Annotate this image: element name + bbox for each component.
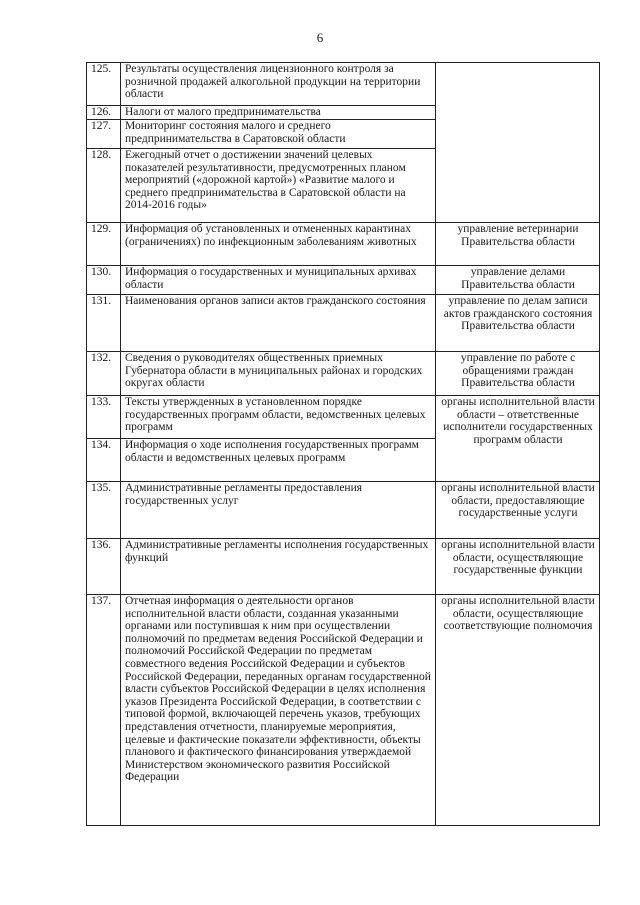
row-description: Административные регламенты исполнения государственных функций <box>121 539 436 595</box>
row-description: Налоги от малого предпринимательства <box>121 106 436 120</box>
row-description: Результаты осуществления лицензионного контроля за розничной продажей алкогольной продукции на территории области <box>121 63 436 106</box>
row-number: 125. <box>87 63 121 106</box>
table-row <box>87 482 600 539</box>
row-number: 135. <box>87 482 121 539</box>
table-row <box>87 595 600 826</box>
row-responsible-body: управление делами Правительства области <box>436 266 600 295</box>
row-description: Административные регламенты предоставления государственных услуг <box>121 482 436 539</box>
row-number: 129. <box>87 223 121 266</box>
row-number: 131. <box>87 295 121 352</box>
row-responsible-body: управление по делам записи актов гражданского состояния Правительства области <box>436 295 600 352</box>
row-description: Наименования органов записи актов гражданского состояния <box>121 295 436 352</box>
row-responsible-body <box>436 63 600 223</box>
table-row <box>87 396 600 439</box>
table-row <box>87 295 600 352</box>
row-number: 133. <box>87 396 121 439</box>
row-responsible-body: органы исполнительной власти области, осуществляющие государственные функции <box>436 539 600 595</box>
table-row <box>87 223 600 266</box>
row-responsible-body: управление по работе с обращениями граждан Правительства области <box>436 352 600 396</box>
row-number: 134. <box>87 439 121 482</box>
row-number: 132. <box>87 352 121 396</box>
row-number: 137. <box>87 595 121 826</box>
row-description: Информация об установленных и отмененных карантинах (ограничениях) по инфекционным заболеваниям животных <box>121 223 436 266</box>
row-responsible-body: органы исполнительной власти области – ответственные исполнители государственных программ области <box>436 396 600 482</box>
row-description: Информация о ходе исполнения государственных программ области и ведомственных целевых программ <box>121 439 436 482</box>
table-row <box>87 352 600 396</box>
row-number: 128. <box>87 149 121 223</box>
row-responsible-body: управление ветеринарии Правительства области <box>436 223 600 266</box>
table-row <box>87 266 600 295</box>
row-number: 136. <box>87 539 121 595</box>
row-number: 127. <box>87 120 121 149</box>
page-number: 6 <box>316 30 324 45</box>
table-row <box>87 63 600 106</box>
row-responsible-body: органы исполнительной власти области, предоставляющие государственные услуги <box>436 482 600 539</box>
table-row <box>87 539 600 595</box>
row-description: Отчетная информация о деятельности органов исполнительной власти области, созданная указанными органами или поступившая к ним при осуществлении полномочий по предметам ведения Российской Федерации и полномочий Российской Федерации по предметам совместного ведения Российской Федерации и субъектов Российской Федерации, переданных органам государственной власти субъектов Российской Федерации в целях исполнения указов Президента Российской Федерации, в соответствии с типовой формой, включающей перечень указов, требующих представления отчетности, планируемые мероприятия, целевые и фактические показатели эффективности, объекты планового и фактического финансирования утверждаемой Министерством экономического развития Российской Федерации <box>121 595 436 826</box>
row-description: Ежегодный отчет о достижении значений целевых показателей результативности, предусмотренных планом мероприятий («дорожной картой») «Развитие малого и среднего предпринимательства в Саратовской области на 2014-2016 годы» <box>121 149 436 223</box>
row-description: Информация о государственных и муниципальных архивах области <box>121 266 436 295</box>
information-registry-table <box>86 62 600 826</box>
row-number: 130. <box>87 266 121 295</box>
row-number: 126. <box>87 106 121 120</box>
row-description: Мониторинг состояния малого и среднего предпринимательства в Саратовской области <box>121 120 436 149</box>
row-description: Сведения о руководителях общественных приемных Губернатора области в муниципальных районах и городских округах области <box>121 352 436 396</box>
row-responsible-body: органы исполнительной власти области, осуществляющие соответствующие полномочия <box>436 595 600 826</box>
row-description: Тексты утвержденных в установленном порядке государственных программ области, ведомственных целевых программ <box>121 396 436 439</box>
